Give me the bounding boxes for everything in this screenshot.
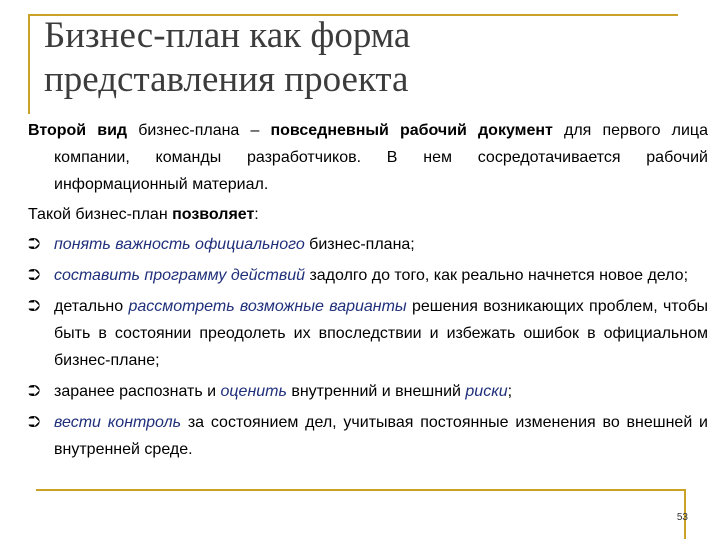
page-number: 53 — [676, 512, 688, 523]
intro-paragraph-2 — [28, 201, 708, 228]
intro-text: бизнес-плана – — [127, 122, 271, 139]
list-item — [28, 409, 708, 463]
list-item-text: задолго до того, как реально начнется новое дело; — [305, 267, 689, 284]
list-item — [28, 231, 708, 258]
arrow-bullet-icon: ⮊ — [28, 383, 41, 400]
intro2-colon: : — [254, 206, 259, 223]
title-line-1: Бизнес-план как форма — [44, 15, 411, 56]
bottom-rule — [36, 489, 686, 491]
list-item — [28, 378, 708, 405]
intro-bold-phrase: повседневный рабочий документ — [270, 122, 553, 139]
left-rule — [28, 14, 30, 114]
list-item-text: ; — [507, 383, 513, 400]
intro-text-rest: для первого лица компании, команды разработчиков. В нем сосредотачивается рабочий информационный материал. — [54, 122, 708, 193]
slide-body — [28, 117, 708, 463]
list-item-emphasis: вести контроль — [54, 414, 182, 431]
list-item-emphasis-2: риски — [465, 383, 508, 400]
intro-paragraph-1 — [28, 117, 708, 198]
intro2-bold: позволяет — [172, 206, 255, 223]
list-item-emphasis: оценить — [220, 383, 287, 400]
list-item-emphasis: составить программу действий — [54, 267, 305, 284]
intro-bold-term: Второй вид — [28, 122, 128, 139]
list-item-text: решения возникающих проблем, чтобы быть в состоянии преодолеть их впоследствии и избежать ошибок в официальном бизнес-плане; — [54, 298, 708, 369]
list-item — [28, 293, 708, 374]
arrow-bullet-icon: ⮊ — [28, 298, 41, 315]
arrow-bullet-icon: ⮊ — [28, 414, 41, 431]
list-item-emphasis: понять важность официального — [54, 236, 305, 253]
intro2-text: Такой бизнес-план — [28, 206, 173, 223]
list-item-text: бизнес-плана; — [304, 236, 415, 253]
arrow-bullet-icon: ⮊ — [28, 236, 41, 253]
list-item-text-pre: детально — [54, 298, 129, 315]
list-item-text-pre: заранее распознать и — [54, 383, 221, 400]
list-item-emphasis: рассмотреть возможные варианты — [128, 298, 407, 315]
slide-title — [44, 14, 684, 102]
list-item-text: за состоянием дел, учитывая постоянные изменения во внешней и внутренней среде. — [54, 414, 708, 458]
title-line-2: представления проекта — [44, 59, 409, 100]
list-item — [28, 262, 708, 289]
arrow-bullet-icon: ⮊ — [28, 267, 41, 284]
list-item-text-mid: внутренний и внешний — [286, 383, 466, 400]
